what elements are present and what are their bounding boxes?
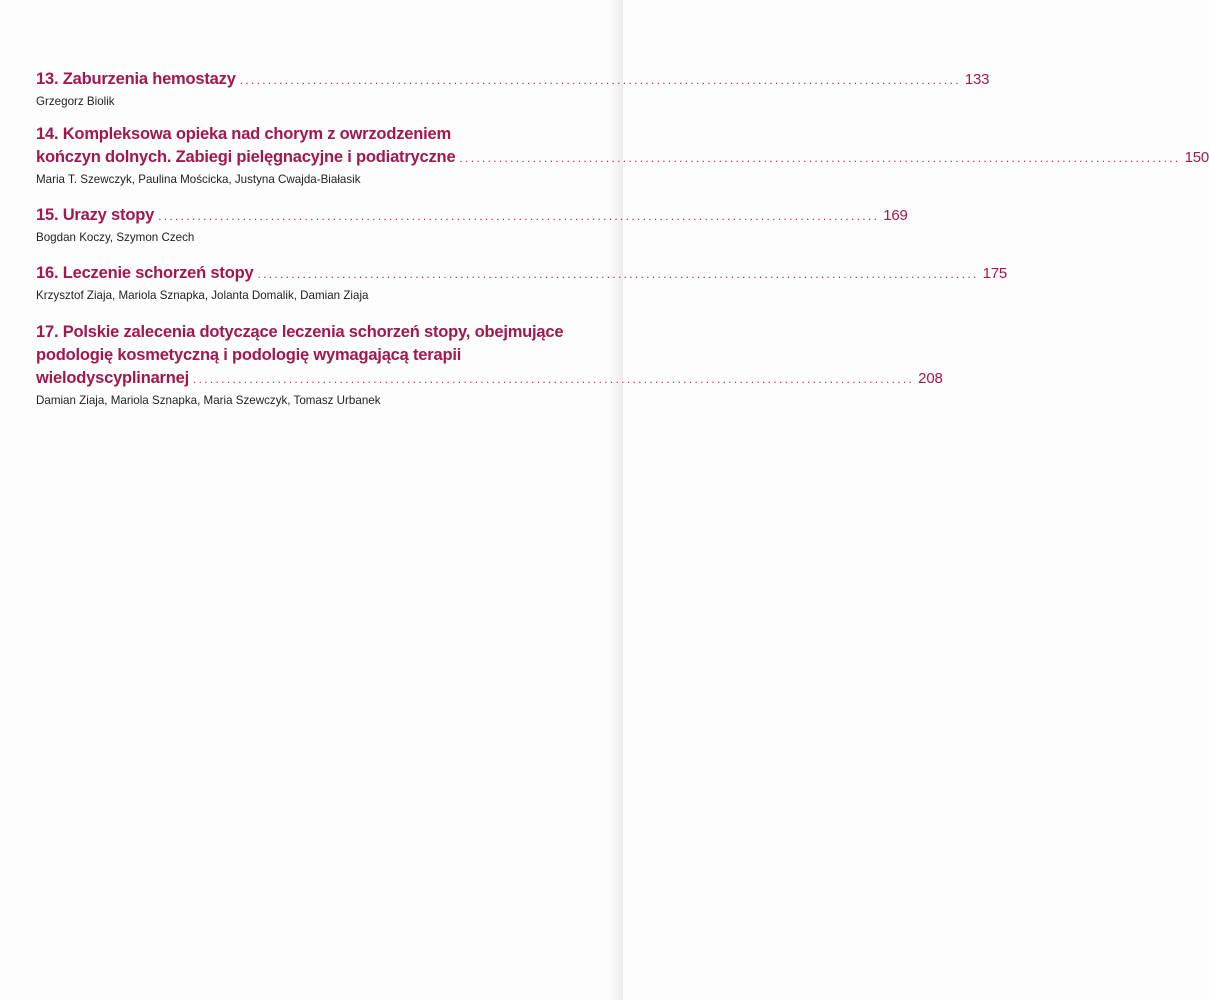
page-number: 169 bbox=[883, 207, 908, 224]
toc-entry-16[interactable] bbox=[36, 262, 1008, 303]
toc-entry-17[interactable] bbox=[36, 321, 943, 408]
toc-entry-13[interactable] bbox=[36, 68, 990, 109]
entry-authors: Bogdan Koczy, Szymon Czech bbox=[36, 231, 195, 244]
dot-leader: ................................................................................................................................ bbox=[239, 73, 961, 87]
entry-title-text: 13. Zaburzenia hemostazy bbox=[36, 70, 236, 88]
page-number: 150 bbox=[1184, 149, 1209, 166]
dot-leader: ................................................................................................................................ bbox=[459, 151, 1181, 165]
toc-entry-15[interactable] bbox=[36, 204, 908, 245]
page-number: 133 bbox=[964, 71, 990, 88]
toc-entry-14[interactable] bbox=[36, 123, 1209, 187]
entry-title[interactable] bbox=[36, 68, 990, 91]
dot-leader: ................................................................................................................................ bbox=[257, 267, 979, 281]
entry-title-text: kończyn dolnych. Zabiegi pielęgnacyjne i podiatryczne bbox=[36, 148, 456, 166]
entry-title[interactable] bbox=[36, 262, 1008, 285]
entry-title-line[interactable]: 14. Kompleksowa opieka nad chorym z owrzodzeniem bbox=[36, 125, 451, 143]
entry-title-text: wielodyscyplinarnej bbox=[36, 369, 190, 387]
page-number: 208 bbox=[918, 370, 943, 387]
entry-title-text: 15. Urazy stopy bbox=[36, 206, 155, 224]
entry-authors: Grzegorz Biolik bbox=[36, 95, 115, 108]
entry-authors: Damian Ziaja, Mariola Sznapka, Maria Szewczyk, Tomasz Urbanek bbox=[36, 394, 381, 407]
entry-title-line[interactable]: podologię kosmetyczną i podologię wymagającą terapii bbox=[36, 346, 462, 364]
entry-authors: Krzysztof Ziaja, Mariola Sznapka, Jolanta Domalik, Damian Ziaja bbox=[36, 289, 369, 302]
entry-title[interactable] bbox=[36, 146, 1209, 169]
entry-title-line[interactable]: 17. Polskie zalecenia dotyczące leczenia schorzeń stopy, obejmujące bbox=[36, 323, 564, 341]
entry-title[interactable] bbox=[36, 367, 943, 390]
entry-title-text: 16. Leczenie schorzeń stopy bbox=[36, 264, 254, 282]
entry-authors: Maria T. Szewczyk, Paulina Mościcka, Justyna Cwajda-Białasik bbox=[36, 173, 361, 186]
dot-leader: ................................................................................................................................ bbox=[158, 209, 880, 223]
page-number: 175 bbox=[982, 265, 1008, 282]
entry-title[interactable] bbox=[36, 204, 908, 227]
dot-leader: ................................................................................................................................ bbox=[193, 372, 915, 386]
page-edge-shadow bbox=[609, 0, 623, 1000]
